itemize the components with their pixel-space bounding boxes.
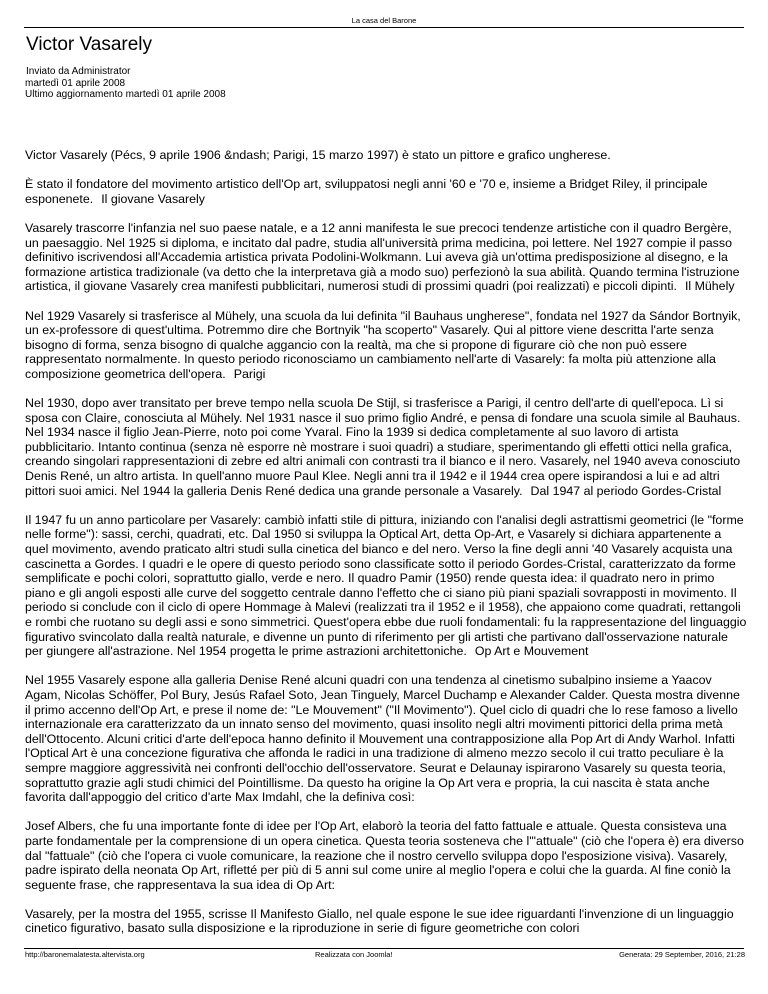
header-divider [24,27,744,28]
article-body [25,148,747,951]
section-heading: Dal 1947 al periodo Gordes-Cristal [530,483,722,498]
article-paragraph: Victor Vasarely (Pécs, 9 aprile 1906 &ndash; Parigi, 15 marzo 1997) è stato un pittore e grafico ungherese. [25,148,611,162]
article-paragraph: Il 1947 fu un anno particolare per Vasarely: cambiò infatti stile di pittura, iniziando con l'analisi degli astrattismi geometrici (le "forme nelle forme"): sassi, cerchi, quadrati, etc. Dal 1950 si sviluppa la Optical Art, detta Op-Art, e Vasarely si dichiara appartenente a quel movimento, avendo praticato altri studi sulla cinetica del bianco e del nero. Verso la fine degli anni '40 Vasarely acquista una cascinetta a Gordes. I quadri e le opere di questo periodo sono classificate sotto il periodo Gordes-Cristal, caratterizzato da forme semplificate e pochi colori, soprattutto giallo, verde e nero. Il quadro Pamir (1950) rende questa idea: il quadrato nero in primo piano e gli angoli esposti alle curve del soggetto centrale danno l'effetto che ci siano più piani spaziali sovrapposti in movimento. Il periodo si conclude con il ciclo di opere Hommage à Malevi (realizzati tra il 1952 e il 1958), che appaiono come quadrati, rettangoli e rombi che ruotano su degli assi e sono simmetrici. Quest'opera ebbe due ruoli fondamentali: fu la rappresentazione del linguaggio figurativo svincolato dalla realtà naturale, e divenne un punto di riferimento per gli artisti che partivano dall'osservazione naturale per giungere all'astrazione. Nel 1954 progetta le prime astrazioni architettoniche. Op Art e Mouvement [25,512,747,659]
article-meta [25,66,226,101]
article-author: Inviato da Administrator [26,66,131,77]
article-paragraph: Vasarely trascorre l'infanzia nel suo paese natale, e a 12 anni manifesta le sue precoci tendenze artistiche con il quadro Bergère, un paesaggio. Nel 1925 si diploma, e incitato dal padre, studia all'università prima medicina, poi lettere. Nel 1927 compie il passo definitivo iscrivendosi all'Accademia artistica privata Podolini-Wolkmann. Lui aveva già un'ottima predisposizione al disegno, e la formazione artistica tradizionale (va detto che la interpretava già a modo suo) perfezionò la sua abilità. Quando termina l'istruzione artistica, il giovane Vasarely crea manifesti pubblicitari, numerosi studi di prossimi quadri (poi realizzati) e piccoli dipinti. Il Mühely [25,220,740,294]
site-header: La casa del Barone [351,16,417,25]
article-paragraph: Nel 1930, dopo aver transitato per breve tempo nella scuola De Stijl, si trasferisce a Parigi, il centro dell'arte di quell'epoca. Lì si sposa con Claire, conosciuta al Mühely. Nel 1931 nasce il suo primo figlio André, e pensa di fondare una scuola simile al Bauhaus. Nel 1934 nasce il figlio Jean-Pierre, noto poi come Yvaral. Fino la 1939 si dedica completamente al suo lavoro di artista pubblicitario. Intanto continua (senza nè esporre nè mostrare i suoi quadri) a studiare, sperimentando gli effetti ottici nella grafica, creando singolari rappresentazioni di zebre ed altri animali con contrasti tra il bianco e il nero. Vasarely, nel 1940 aveva conosciuto Denis René, un altro artista. In quell'anno muore Paul Klee. Negli anni tra il 1942 e il 1944 crea opere ispirandosi a lui e ad altri pittori suoi amici. Nel 1944 la galleria Denis René dedica una grande personale a Vasarely. Dal 1947 al periodo Gordes-Cristal [25,396,741,498]
article-paragraph: Vasarely, per la mostra del 1955, scrisse Il Manifesto Giallo, nel quale espone le sue idee riguardanti l'invenzione di un linguaggio cinetico figurativo, basato sulla disposizione e la riproduzione in serie di figure geometriche con colori [25,906,734,936]
article-date: martedì 01 aprile 2008 [25,77,126,89]
section-heading: Il giovane Vasarely [101,191,205,206]
footer-url: http://baronemalatesta.altervista.org [25,950,145,959]
section-heading: Parigi [233,366,266,381]
footer-powered-by: Realizzata con Joomla! [315,950,393,959]
footer-divider [24,948,744,949]
article-title: Victor Vasarely [26,34,153,55]
article-paragraph: Josef Albers, che fu una importante fonte di idee per l'Op Art, elaborò la teoria del fatto fattuale e attuale. Questa consisteva una parte fondamentale per la comprensione di un opera cinetica. Questa teoria sosteneva che l'"attuale" (ciò che l'opera è) era diverso dal "fattuale" (ciò che l'opera ci vuole comunicare, la reazione che il nostro cervello sviluppa dopo l'esposizione visiva). Vasarely, padre ispirato della neonata Op Art, rifletté per più di 5 anni sul come unire al meglio l'opera e colui che la guarda. Al fine coniò la seguente frase, che rappresentava la sua idea di Op Art: [25,819,744,892]
section-heading: Op Art e Mouvement [474,644,589,659]
article-paragraph: È stato il fondatore del movimento artistico dell'Op art, sviluppatosi negli anni '60 e '70 e, insieme a Bridget Riley, il principale esponenete. Il giovane Vasarely [25,177,708,206]
footer-generated: Generata: 29 September, 2016, 21:28 [619,950,745,959]
article-paragraph: Nel 1929 Vasarely si trasferisce al Mühely, una scuola da lui definita "il Bauhaus ungherese", fondata nel 1927 da Sándor Bortnyik, un ex-professore di quest'ultima. Potremmo dire che Bortnyik "ha scoperto" Vasarely. Qui al pittore viene descritta l'arte senza bisogno di forma, senza bisogno di qualche aggancio con la realtà, ma che si propone di figurare ciò che non può essere rappresentato normalmente. In questo periodo riconosciamo un cambiamento nell'arte di Vasarely: fa molta più attenzione alla composizione geometrica dell'opera. Parigi [25,308,741,381]
article-paragraph: Nel 1955 Vasarely espone alla galleria Denise René alcuni quadri con una tendenza al cinetismo subalpino insieme a Yaacov Agam, Nicolas Schöffer, Pol Bury, Jesús Rafael Soto, Jean Tinguely, Marcel Duchamp e Alexander Calder. Questa mostra divenne il primo accenno dell'Op Art, e prese il nome de: "Le Mouvement" ("Il Movimento"). Quel ciclo di quadri che lo rese famoso a livello internazionale era caratterizzato da un innato senso del movimento, quasi insolito negli altri movimenti pittorici della prima metà dell'Ottocento. Alcuni critici d'arte dell'epoca hanno definito il Mouvement una contrapposizione alla Pop Art di Andy Warhol. Infatti l'Optical Art è una concezione figurativa che affonda le radici in una tradizione di almeno mezzo secolo il cui tratto peculiare è la sempre maggiore aggressività nei confronti dell'occhio dell'osservatore. Seurat e Delaunay ispirarono Vasarely su questa teoria, soprattutto grazie agli studi chimici del Pointillisme. Da questo ha origine la Op Art vera e propria, la cui nascita è stata anche favorita dall'appoggio del critico d'arte Max Imdahl, che la definiva così: [25,673,740,805]
article-updated: Ultimo aggiornamento martedì 01 aprile 2008 [25,89,226,100]
section-heading: Il Mühely [684,279,735,294]
